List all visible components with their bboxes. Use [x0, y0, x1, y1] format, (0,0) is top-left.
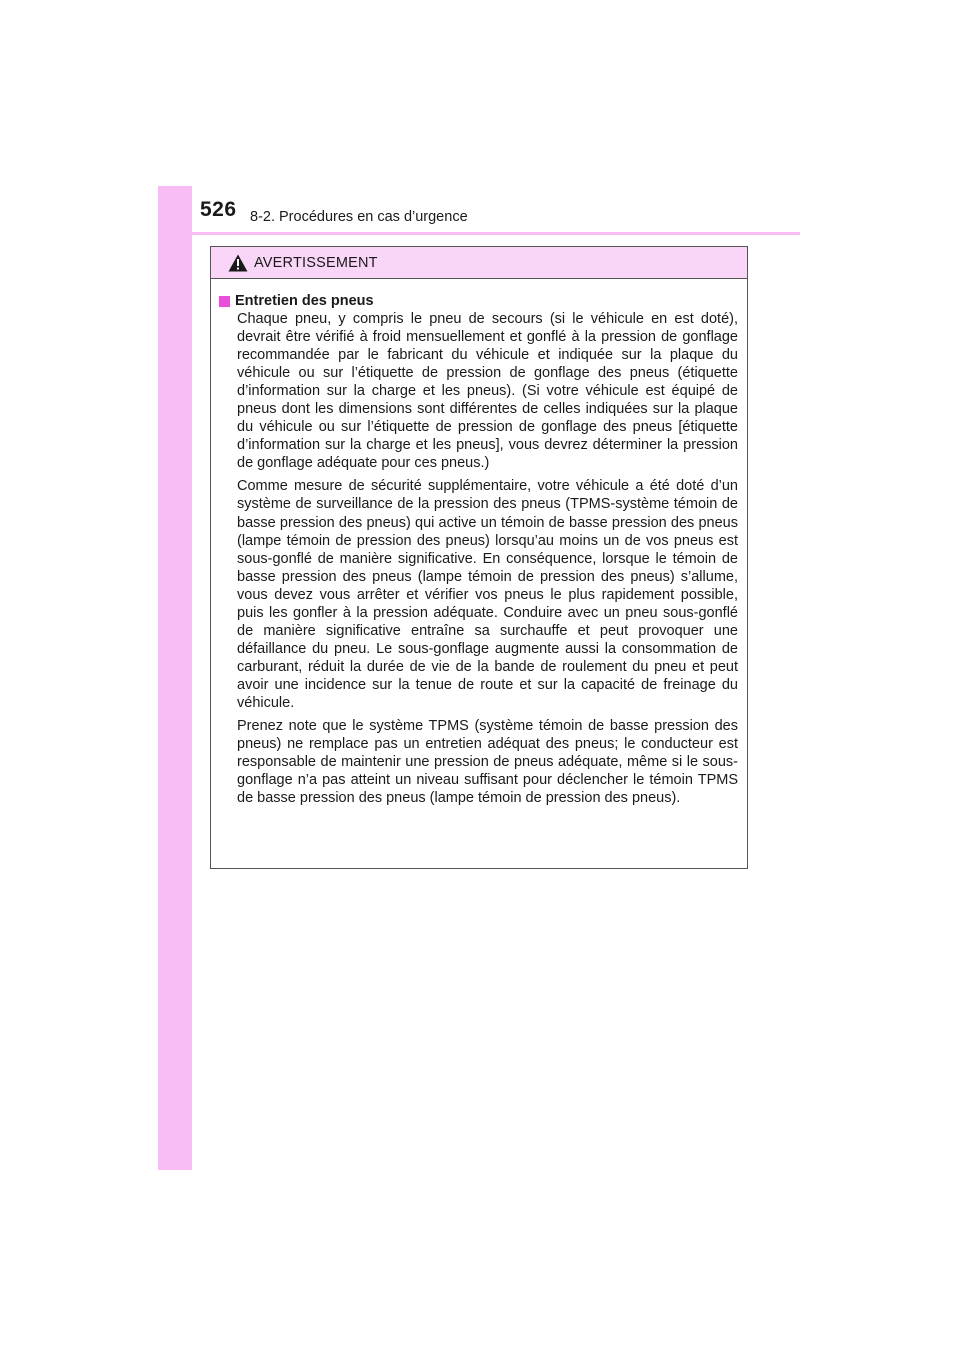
page-number: 526	[200, 198, 237, 221]
warning-box	[210, 246, 748, 869]
section-title: 8-2. Procédures en cas d’urgence	[250, 209, 468, 225]
paragraph: Chaque pneu, y compris le pneu de secours (si le véhicule en est doté), devrait être vérifié à froid mensuellement et gonflé à la pression de gonflage recommandée par le fabricant du véhicule et indiquée sur la plaque du véhicule ou sur l’étiquette de pression de gonflage des pneus (étiquette d’information sur la charge et les pneus). (Si votre véhicule est équipé de pneus dont les dimensions sont différentes de celles indiquées sur la plaque du véhicule ou sur l’étiquette de pression de gonflage des pneus [étiquette d’information sur la charge et les pneus], vous devrez déterminer la pression de gonflage adéquate pour ces pneus.)	[237, 311, 738, 472]
item-heading	[219, 292, 738, 310]
warning-title: AVERTISSEMENT	[254, 255, 378, 271]
paragraph: Prenez note que le système TPMS (système témoin de basse pression des pneus) ne remplace pas un entretien adéquat des pneus; le conducteur est responsable de maintenir une pression de pneus adéquate, même si le sous-gonflage n’a pas atteint un niveau suffisant pour déclencher le témoin TPMS de basse pression des pneus (lampe témoin de pression des pneus).	[237, 718, 738, 807]
warning-body	[211, 279, 747, 807]
warning-triangle-icon	[228, 254, 248, 272]
item-heading-text: Entretien des pneus	[235, 293, 374, 309]
side-color-strip	[158, 186, 192, 1170]
header-rule	[158, 232, 800, 235]
paragraph: Comme mesure de sécurité supplémentaire, votre véhicule a été doté d’un système de surveillance de la pression des pneus (TPMS-système témoin de basse pression des pneus) qui active un témoin de basse pression des pneus (lampe témoin de pression des pneus) lorsqu’au moins un de vos pneus est sous-gonflé de manière significative. En conséquence, lorsque le témoin de basse pression des pneus (lampe témoin de pression des pneus) s’allume, vous devez vous arrêter et vérifier vos pneus le plus rapidement possible, puis les gonfler à la pression adéquate. Conduire avec un pneu sous-gonflé de manière significative entraîne sa surchauffe et peut provoquer une défaillance du pneu. Le sous-gonflage augmente aussi la consommation de carburant, réduit la durée de vie de la bande de roulement du pneu et peut avoir une incidence sur la tenue de route et sur la capacité de freinage du véhicule.	[237, 478, 738, 711]
bullet-square-icon	[219, 296, 230, 307]
warning-header	[211, 247, 747, 279]
